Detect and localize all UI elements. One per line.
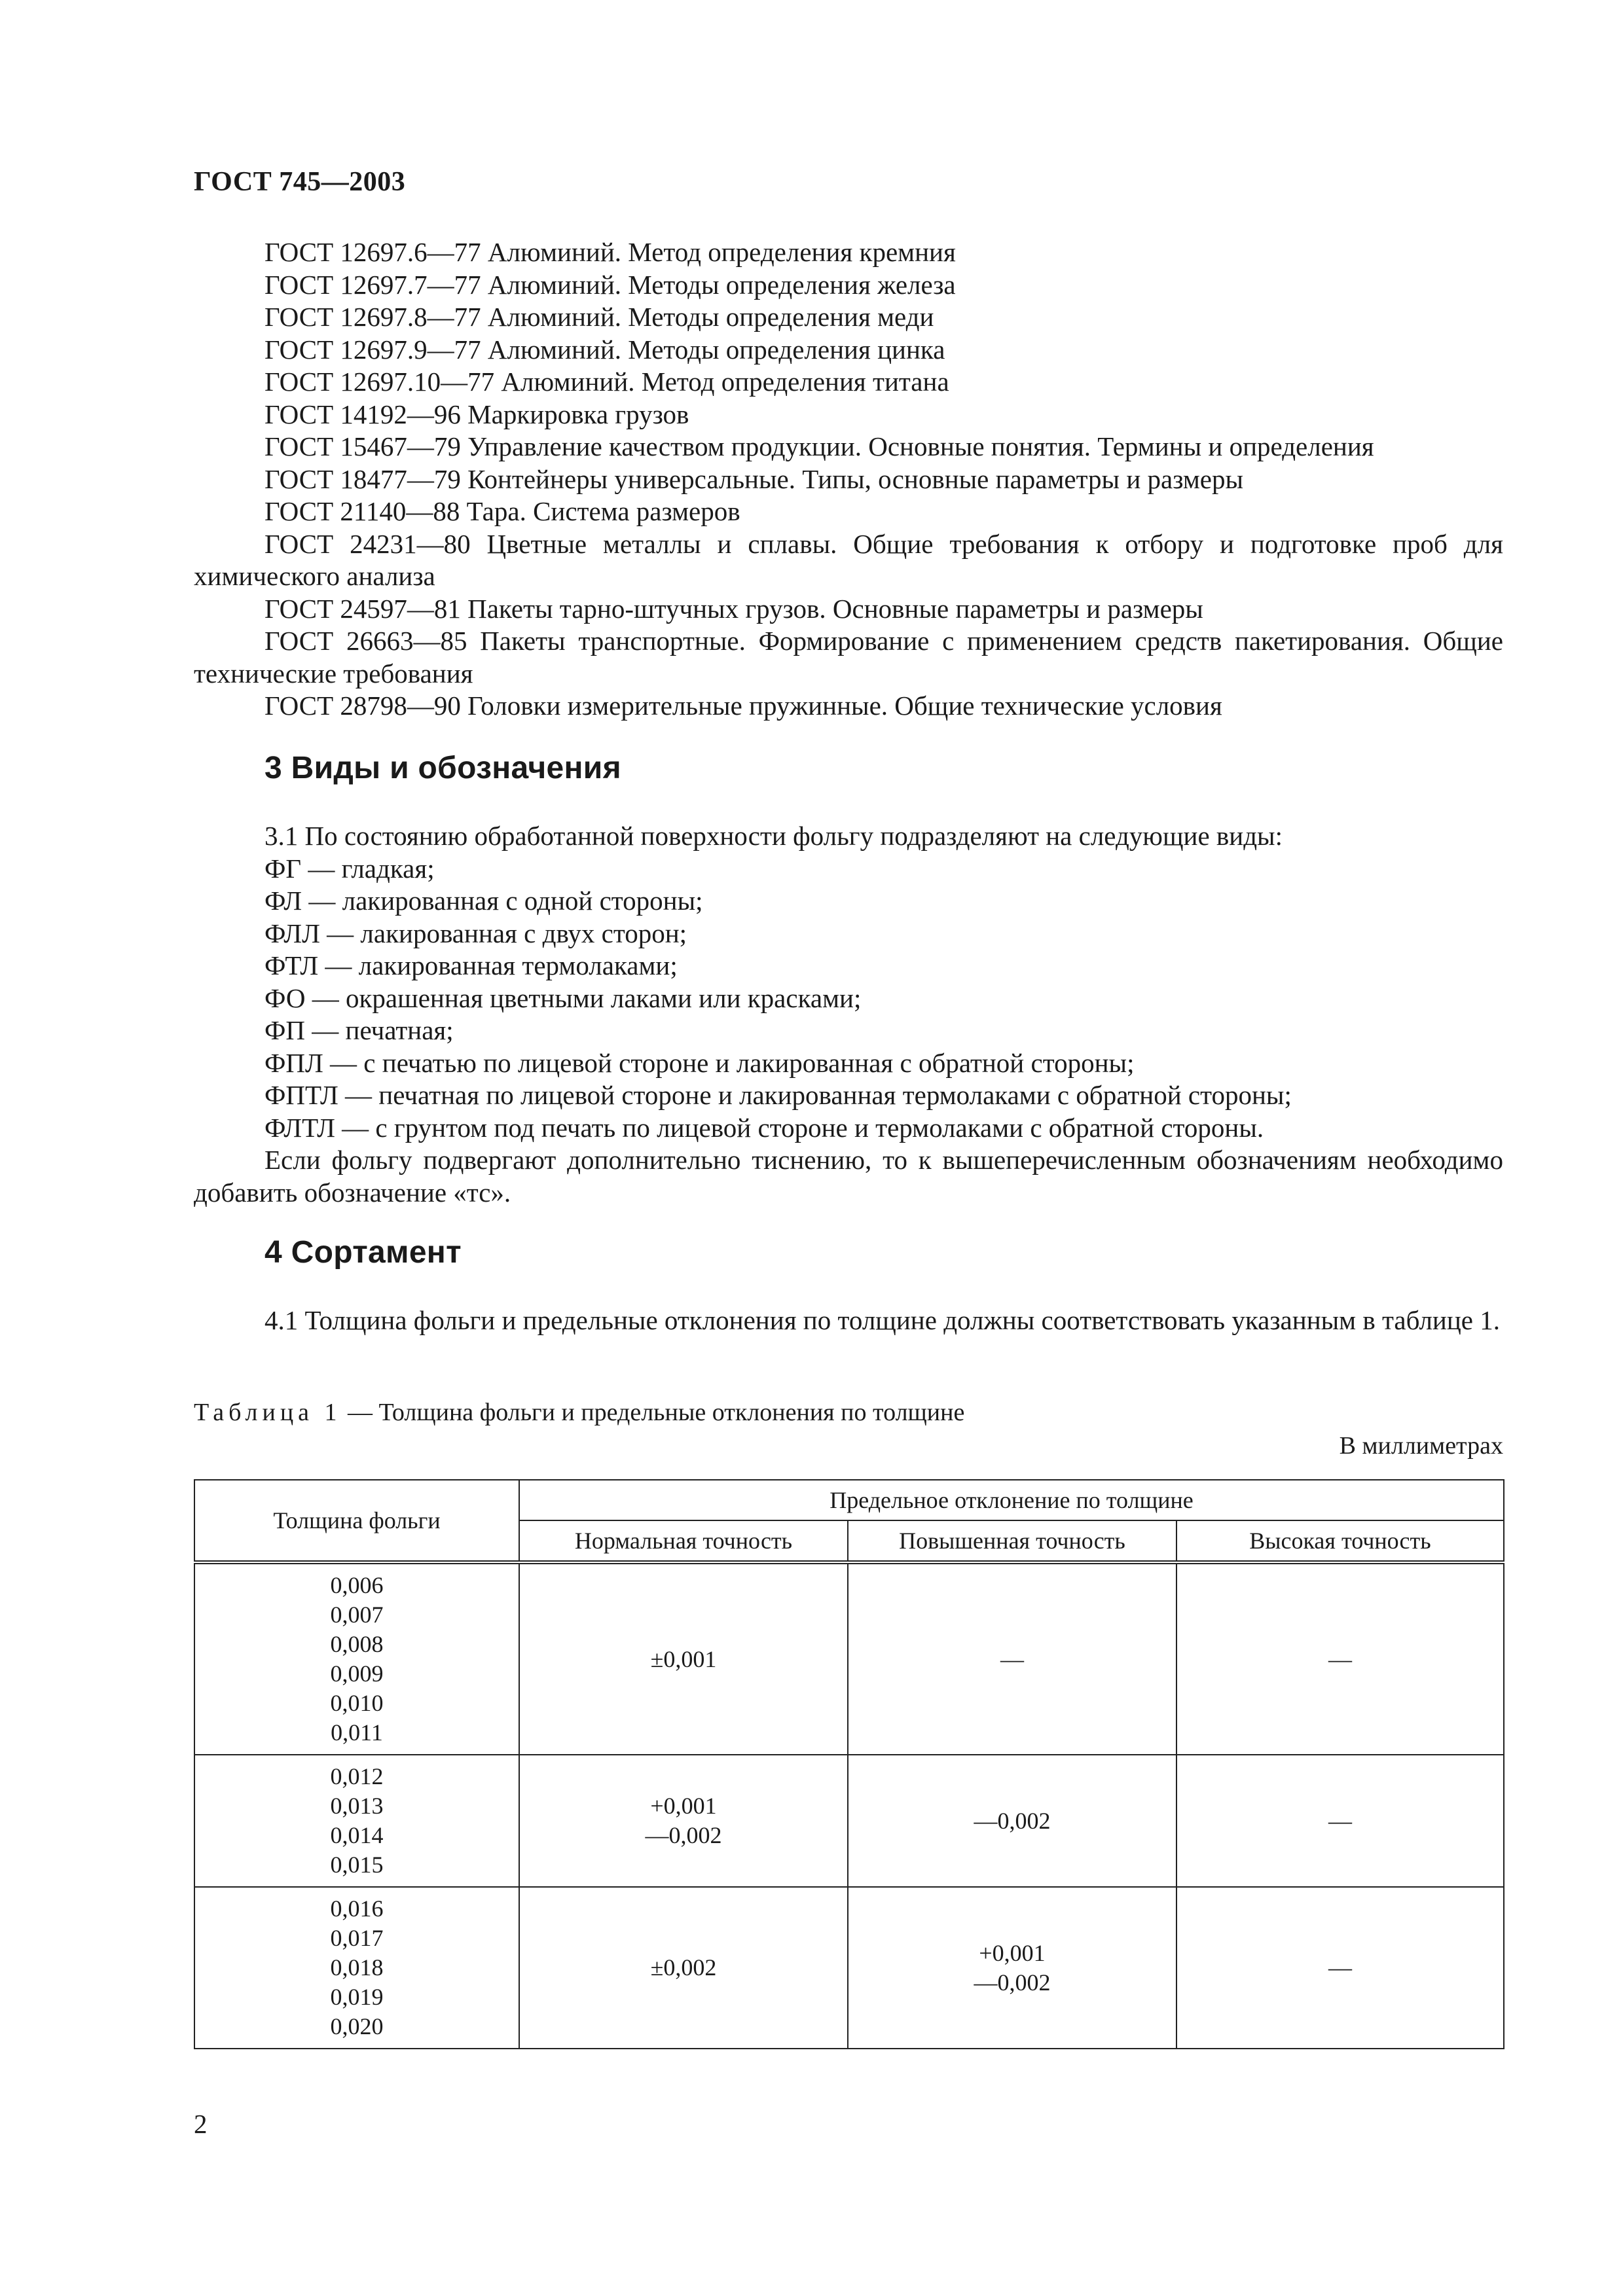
- reference-item: ГОСТ 12697.8—77 Алюминий. Методы определения меди: [264, 302, 934, 332]
- table-cell-normal: [519, 1562, 848, 1755]
- header-normal: Нормальная точность: [519, 1520, 848, 1562]
- table-units: В миллиметрах: [1339, 1432, 1503, 1460]
- table-cell-thickness: [194, 1755, 519, 1887]
- table-cell-value: 0,010: [330, 1690, 384, 1716]
- table-cell-value: 0,006: [330, 1572, 384, 1598]
- table-cell-value: 0,016: [330, 1895, 384, 1922]
- table-cell-value: 0,018: [330, 1954, 384, 1981]
- reference-item: ГОСТ 15467—79 Управление качеством продукции. Основные понятия. Термины и определения: [264, 431, 1374, 461]
- section-4-heading: 4 Сортамент: [264, 1235, 462, 1270]
- designation-item: ФП — печатная;: [264, 1015, 454, 1045]
- reference-item: ГОСТ 28798—90 Головки измерительные пружинные. Общие технические условия: [264, 691, 1222, 721]
- table-cell-value: —: [1328, 1807, 1352, 1834]
- table-cell-value: 0,014: [330, 1822, 384, 1848]
- designation-item: ФГ — гладкая;: [264, 853, 435, 884]
- reference-item: ГОСТ 12697.6—77 Алюминий. Метод определения кремния: [264, 237, 956, 267]
- table-cell-value: +0,001: [650, 1793, 717, 1819]
- header-deviation: Предельное отклонение по толщине: [519, 1480, 1504, 1520]
- table-cell-high: [1176, 1887, 1504, 2049]
- table-cell-value: 0,008: [330, 1631, 384, 1657]
- reference-item: ГОСТ 24597—81 Пакеты тарно-штучных грузов. Основные параметры и размеры: [264, 593, 1203, 624]
- table-cell-value: —: [1328, 1954, 1352, 1981]
- table-cell-increased: [848, 1562, 1176, 1755]
- designation-item: ФЛТЛ — с грунтом под печать по лицевой стороне и термолаками с обратной стороны.: [264, 1112, 1264, 1143]
- table-cell-normal: [519, 1755, 848, 1887]
- designation-item: ФО — окрашенная цветными лаками или красками;: [264, 982, 862, 1013]
- table-cell-thickness: [194, 1562, 519, 1755]
- table-caption: [194, 1398, 964, 1427]
- designation-item: ФТЛ — лакированная термолаками;: [264, 950, 678, 980]
- table-cell-value: 0,013: [330, 1793, 384, 1819]
- table-cell-value: 0,017: [330, 1925, 384, 1951]
- reference-item: ГОСТ 12697.10—77 Алюминий. Метод определения титана: [264, 367, 949, 397]
- table-caption-text: — Толщина фольги и предельные отклонения по толщине: [341, 1399, 965, 1426]
- section-3-body: [194, 820, 1503, 1209]
- table-cell-value: —0,002: [974, 1969, 1051, 1996]
- page-number: 2: [194, 2109, 208, 2139]
- table-row: [194, 1562, 1504, 1755]
- table-cell-value: 0,011: [331, 1719, 383, 1746]
- reference-item: ГОСТ 12697.7—77 Алюминий. Методы определения железа: [264, 269, 956, 300]
- designation-item: ФПТЛ — печатная по лицевой стороне и лакированная термолаками с обратной стороны;: [264, 1080, 1292, 1110]
- header-increased: Повышенная точность: [848, 1520, 1176, 1562]
- table-cell-increased: [848, 1887, 1176, 2049]
- reference-item: ГОСТ 24231—80 Цветные металлы и сплавы. Общие требования к отбору и подготовке проб для химического анализа: [194, 528, 1503, 591]
- table-cell-value: —: [1328, 1645, 1352, 1672]
- table-cell-value: 0,020: [330, 2013, 384, 2039]
- section-4-body: [194, 1304, 1503, 1337]
- header-high: Высокая точность: [1176, 1520, 1504, 1562]
- reference-item: ГОСТ 26663—85 Пакеты транспортные. Формирование с применением средств пакетирования. Общие технические требования: [194, 626, 1503, 689]
- table-cell-value: +0,001: [979, 1939, 1046, 1966]
- table-cell-thickness: [194, 1887, 519, 2049]
- document-header: ГОСТ 745—2003: [194, 167, 406, 197]
- table-cell-high: [1176, 1755, 1504, 1887]
- table-cell-value: —0,002: [974, 1807, 1051, 1834]
- table-cell-high: [1176, 1562, 1504, 1755]
- paragraph: 3.1 По состоянию обработанной поверхности фольгу подразделяют на следующие виды:: [264, 821, 1283, 851]
- table-cell-value: ±0,002: [650, 1954, 717, 1981]
- table-row: [194, 1755, 1504, 1887]
- table-cell-value: —: [1000, 1645, 1024, 1672]
- table-cell-value: 0,012: [330, 1763, 384, 1789]
- table-cell-normal: [519, 1887, 848, 2049]
- section-3-heading: 3 Виды и обозначения: [264, 751, 621, 785]
- table-cell-value: —0,002: [645, 1822, 722, 1848]
- designation-item: ФЛ — лакированная с одной стороны;: [264, 886, 703, 916]
- table-cell-value: 0,015: [330, 1852, 384, 1878]
- table-cell-increased: [848, 1755, 1176, 1887]
- table-cell-value: 0,009: [330, 1660, 384, 1687]
- reference-item: ГОСТ 12697.9—77 Алюминий. Методы определения цинка: [264, 334, 945, 365]
- table-cell-value: 0,007: [330, 1602, 384, 1628]
- reference-item: ГОСТ 21140—88 Тара. Система размеров: [264, 496, 740, 526]
- table-cell-value: ±0,001: [650, 1645, 717, 1672]
- table-row: [194, 1887, 1504, 2049]
- paragraph: Если фольгу подвергают дополнительно тиснению, то к вышеперечисленным обозначениям необходимо добавить обозначение «тс».: [194, 1145, 1503, 1208]
- reference-item: ГОСТ 14192—96 Маркировка грузов: [264, 399, 689, 429]
- paragraph: 4.1 Толщина фольги и предельные отклонения по толщине должны соответствовать указанным в таблице 1.: [264, 1305, 1500, 1335]
- designation-item: ФПЛ — с печатью по лицевой стороне и лакированная с обратной стороны;: [264, 1047, 1135, 1078]
- normative-references-list: [194, 236, 1503, 723]
- table-caption-label: Таблица 1: [194, 1399, 342, 1426]
- thickness-table: [194, 1479, 1504, 2049]
- table-cell-value: 0,019: [330, 1984, 384, 2010]
- designation-item: ФЛЛ — лакированная с двух сторон;: [264, 918, 687, 948]
- header-thickness: Толщина фольги: [194, 1480, 519, 1562]
- reference-item: ГОСТ 18477—79 Контейнеры универсальные. Типы, основные параметры и размеры: [264, 463, 1244, 494]
